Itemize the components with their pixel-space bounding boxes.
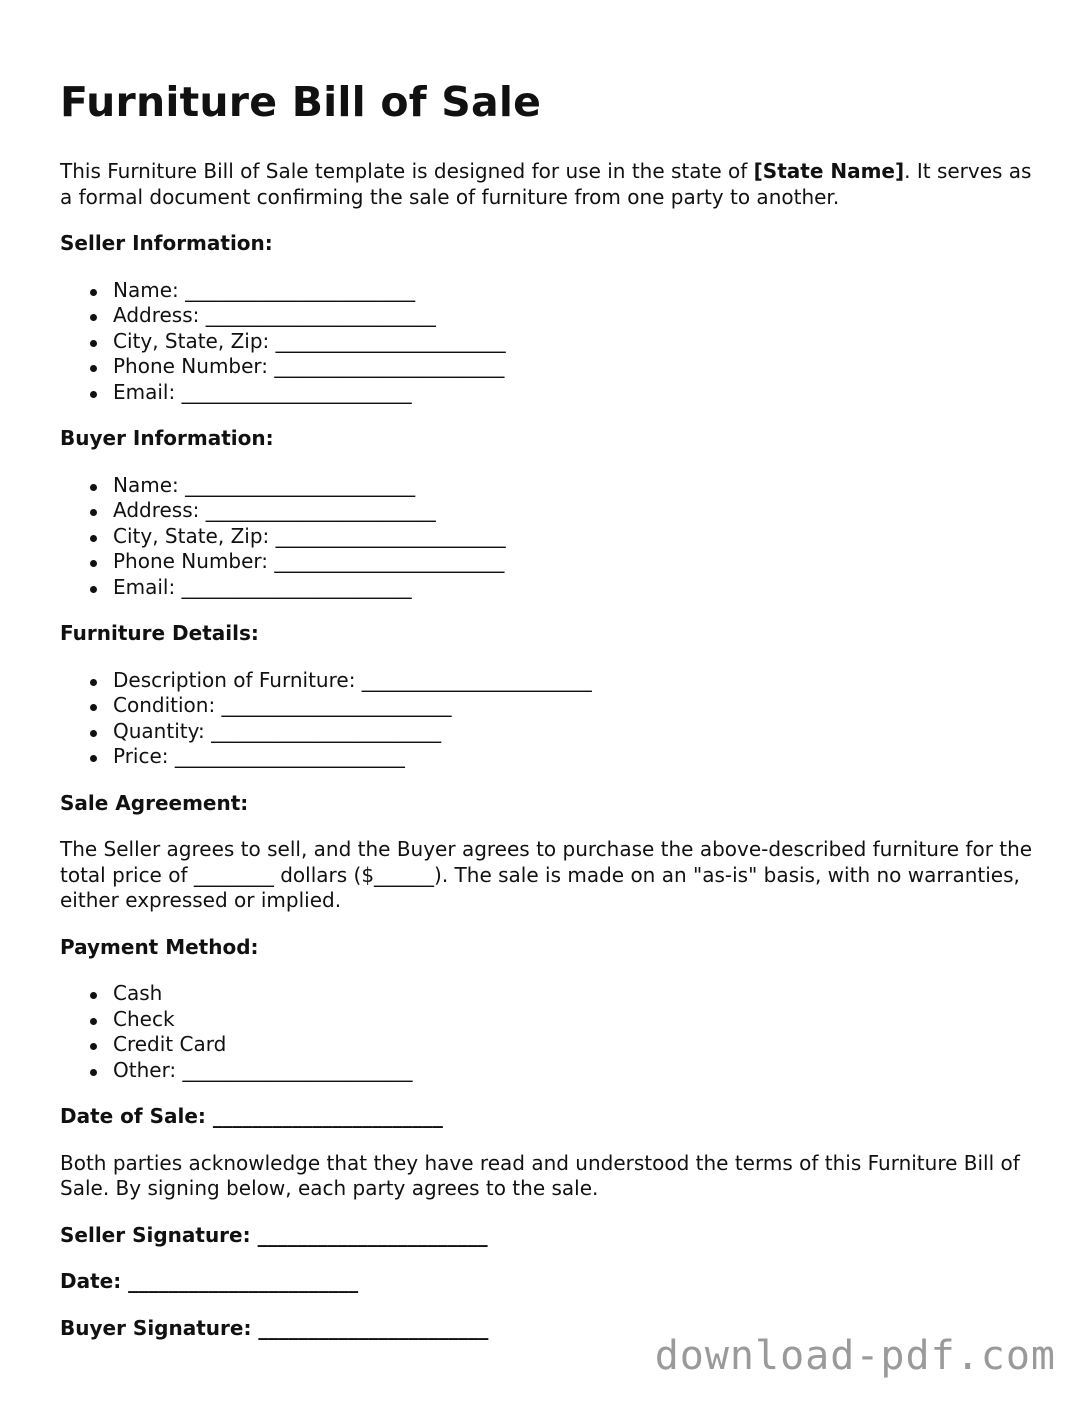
- buyer-section-heading: Buyer Information:: [60, 426, 274, 450]
- buyer-city-state-zip-field: City, State, Zip: _______________________: [113, 524, 1050, 550]
- intro-text-before: This Furniture Bill of Sale template is designed for use in the state of: [60, 159, 754, 183]
- seller-phone-field: Phone Number: _______________________: [113, 354, 1050, 380]
- seller-fields-list: [60, 278, 1050, 406]
- signature-date-line: Date: _______________________: [60, 1269, 359, 1293]
- payment-option-check: Check: [113, 1007, 1050, 1033]
- intro-paragraph: [60, 159, 1050, 210]
- agreement-paragraph: The Seller agrees to sell, and the Buyer agrees to purchase the above-described furniture for the total price of ________ dollars ($______). The sale is made on an "as-is" basis, with no warranties, either expressed or implied.: [60, 837, 1033, 912]
- payment-option-other: Other: _______________________: [113, 1058, 1050, 1084]
- furniture-section-heading: Furniture Details:: [60, 621, 259, 645]
- buyer-name-field: Name: _______________________: [113, 473, 1050, 499]
- seller-name-field: Name: _______________________: [113, 278, 1050, 304]
- seller-city-state-zip-field: City, State, Zip: _______________________: [113, 329, 1050, 355]
- buyer-phone-field: Phone Number: _______________________: [113, 549, 1050, 575]
- payment-option-cash: Cash: [113, 981, 1050, 1007]
- payment-options-list: [60, 981, 1050, 1083]
- payment-section-heading: Payment Method:: [60, 934, 259, 959]
- intro-text-after: . It serves as a formal document confirming the sale of furniture from one party to another.: [60, 159, 1032, 209]
- furniture-condition-field: Condition: _______________________: [113, 693, 1050, 719]
- furniture-quantity-field: Quantity: _______________________: [113, 719, 1050, 745]
- acknowledgement-paragraph: Both parties acknowledge that they have read and understood the terms of this Furniture Bill of Sale. By signing below, each party agrees to the sale.: [60, 1150, 1020, 1200]
- buyer-email-field: Email: _______________________: [113, 575, 1050, 601]
- document-page: [60, 78, 1050, 1362]
- furniture-price-field: Price: _______________________: [113, 744, 1050, 770]
- seller-email-field: Email: _______________________: [113, 380, 1050, 406]
- document-title: Furniture Bill of Sale: [60, 78, 542, 126]
- date-of-sale-line: Date of Sale: _______________________: [60, 1104, 443, 1128]
- buyer-signature-line: Buyer Signature: _______________________: [60, 1315, 489, 1340]
- seller-address-field: Address: _______________________: [113, 303, 1050, 329]
- furniture-fields-list: [60, 668, 1050, 770]
- state-name-placeholder: [State Name]: [753, 159, 905, 183]
- agreement-section-heading: Sale Agreement:: [60, 790, 249, 815]
- seller-section-heading: Seller Information:: [60, 231, 273, 255]
- watermark-text: download-pdf.com: [654, 1333, 1056, 1379]
- furniture-description-field: Description of Furniture: _______________________: [113, 668, 1050, 694]
- buyer-address-field: Address: _______________________: [113, 498, 1050, 524]
- payment-option-credit-card: Credit Card: [113, 1032, 1050, 1058]
- seller-signature-line: Seller Signature: _______________________: [60, 1222, 488, 1247]
- buyer-fields-list: [60, 473, 1050, 601]
